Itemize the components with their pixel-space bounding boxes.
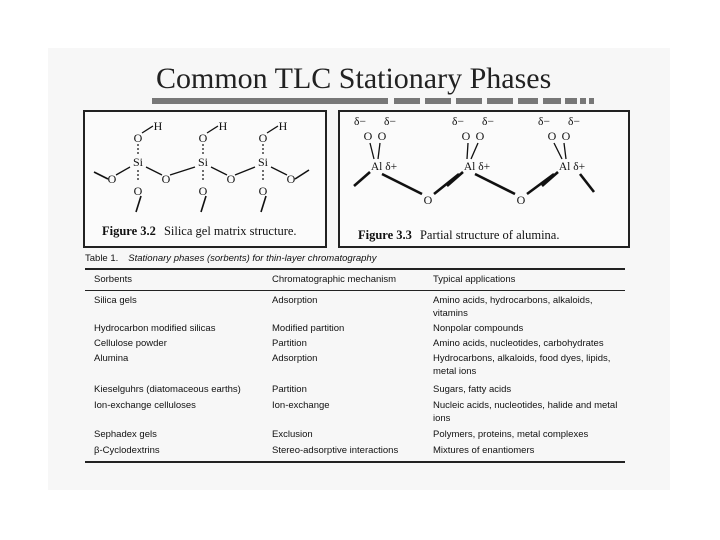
applications-cell: Hydrocarbons, alkaloids, food dyes, lipids, metal ions — [433, 353, 611, 377]
sorbent-cell: Kieselguhrs (diatomaceous earths) — [94, 384, 241, 395]
hydrogen-atom-label: H — [153, 119, 163, 133]
al-o-bond — [382, 174, 422, 194]
si-o-bond — [235, 167, 255, 175]
applications-cell: Nucleic acids, nucleotides, halide and metal ions — [433, 400, 618, 424]
mechanism-cell: Exclusion — [272, 429, 313, 440]
mechanism-cell: Adsorption — [272, 353, 318, 364]
table-header-applications: Typical applications — [433, 274, 516, 285]
table-top-rule — [85, 268, 625, 270]
mechanism-cell: Partition — [272, 338, 307, 349]
lower-oxygen-label: O — [198, 184, 208, 198]
al-o-bond — [378, 143, 380, 159]
figure-3-2-caption — [102, 224, 297, 239]
terminal-bond — [447, 172, 463, 186]
sorbent-cell: Ion-exchange celluloses — [94, 400, 196, 411]
terminal-bond — [261, 196, 266, 212]
aluminium-atom-label: Al δ+ — [558, 161, 586, 173]
delta-minus-label: δ− — [452, 116, 464, 128]
lower-oxygen-label: O — [258, 184, 268, 198]
terminal-bond — [295, 170, 309, 179]
al-o-bond — [471, 143, 478, 159]
applications-cell: Mixtures of enantiomers — [433, 445, 535, 456]
lower-oxygen-label: O — [133, 184, 143, 198]
mechanism-cell: Partition — [272, 384, 307, 395]
oxygen-label: O — [461, 129, 471, 143]
table-header-mechanism: Chromatographic mechanism — [272, 274, 397, 285]
al-o-bond — [434, 174, 459, 194]
figure-3-3-caption — [358, 228, 559, 243]
al-o-bond — [554, 143, 562, 159]
applications-cell: Amino acids, nucleotides, carbohydrates — [433, 338, 604, 349]
delta-minus-label: δ− — [538, 116, 550, 128]
al-o-bond — [370, 143, 374, 159]
applications-cell: Nonpolar compounds — [433, 323, 524, 334]
sorbent-cell: Hydrocarbon modified silicas — [94, 323, 216, 334]
oxygen-label: O — [377, 129, 387, 143]
table-header-rule — [85, 290, 625, 291]
silicon-atom-label: Si — [197, 155, 209, 169]
figure-3-2-text: Silica gel matrix structure. — [163, 224, 297, 238]
figure-3-2-number: Figure 3.2 — [102, 224, 156, 238]
applications-cell: Amino acids, hydrocarbons, alkaloids, vitamins — [433, 295, 593, 319]
terminal-bond — [136, 196, 141, 212]
mechanism-cell: Stereo-adsorptive interactions — [272, 445, 399, 456]
oxygen-label: O — [475, 129, 485, 143]
aluminium-atom-label: Al δ+ — [463, 161, 491, 173]
al-o-bond — [467, 143, 468, 159]
terminal-bond — [94, 172, 108, 179]
o-h-bond — [207, 126, 218, 133]
bridging-oxygen-label: O — [161, 172, 171, 186]
bridging-oxygen-label: O — [286, 172, 296, 186]
figure-silica-gel — [83, 110, 327, 248]
silicon-atom-label: Si — [132, 155, 144, 169]
o-h-bond — [142, 126, 153, 133]
hydroxyl-oxygen-label: O — [258, 131, 268, 145]
table-caption — [85, 253, 376, 264]
sorbent-cell: Silica gels — [94, 295, 137, 306]
table-title: Stationary phases (sorbents) for thin-layer chromatography — [128, 253, 377, 264]
hydroxyl-oxygen-label: O — [133, 131, 143, 145]
terminal-bond — [542, 172, 558, 186]
o-h-bond — [267, 126, 278, 133]
sorbent-cell: β-Cyclodextrins — [94, 445, 160, 456]
alumina-structure-diagram — [340, 112, 628, 246]
terminal-bond — [580, 174, 594, 192]
bridging-oxygen-label: O — [107, 172, 117, 186]
delta-minus-label: δ− — [568, 116, 580, 128]
hydroxyl-oxygen-label: O — [198, 131, 208, 145]
oxygen-label: O — [547, 129, 557, 143]
oxygen-label: O — [561, 129, 571, 143]
table-number: Table 1. — [85, 253, 119, 264]
sorbent-cell: Cellulose powder — [94, 338, 167, 349]
sorbent-cell: Alumina — [94, 353, 129, 364]
applications-cell: Polymers, proteins, metal complexes — [433, 429, 589, 440]
figure-3-3-number: Figure 3.3 — [358, 228, 412, 242]
bridging-oxygen-label: O — [423, 193, 433, 207]
sorbent-cell: Sephadex gels — [94, 429, 157, 440]
hydrogen-atom-label: H — [278, 119, 288, 133]
slide-title: Common TLC Stationary Phases — [156, 62, 552, 95]
mechanism-cell: Adsorption — [272, 295, 318, 306]
figure-alumina — [338, 110, 630, 248]
bridging-oxygen-label: O — [516, 193, 526, 207]
figure-3-3-text: Partial structure of alumina. — [419, 228, 560, 242]
delta-minus-label: δ− — [354, 116, 366, 128]
title-underline — [152, 98, 594, 104]
mechanism-cell: Ion-exchange — [272, 400, 330, 411]
si-o-bond — [170, 167, 195, 175]
mechanism-cell: Modified partition — [272, 323, 345, 334]
aluminium-atom-label: Al δ+ — [370, 161, 398, 173]
si-o-bond — [271, 167, 287, 175]
oxygen-label: O — [363, 129, 373, 143]
silicon-atom-label: Si — [257, 155, 269, 169]
delta-minus-label: δ− — [482, 116, 494, 128]
al-o-bond — [564, 143, 566, 159]
terminal-bond — [354, 172, 370, 186]
al-o-bond — [527, 174, 554, 194]
si-o-bond — [116, 167, 130, 175]
applications-cell: Sugars, fatty acids — [433, 384, 512, 395]
table-header-sorbents: Sorbents — [94, 274, 133, 285]
si-o-bond — [146, 167, 162, 175]
delta-minus-label: δ− — [384, 116, 396, 128]
si-o-bond — [211, 167, 227, 175]
hydrogen-atom-label: H — [218, 119, 228, 133]
terminal-bond — [201, 196, 206, 212]
bridging-oxygen-label: O — [226, 172, 236, 186]
table-bottom-rule — [85, 461, 625, 463]
al-o-bond — [475, 174, 515, 194]
